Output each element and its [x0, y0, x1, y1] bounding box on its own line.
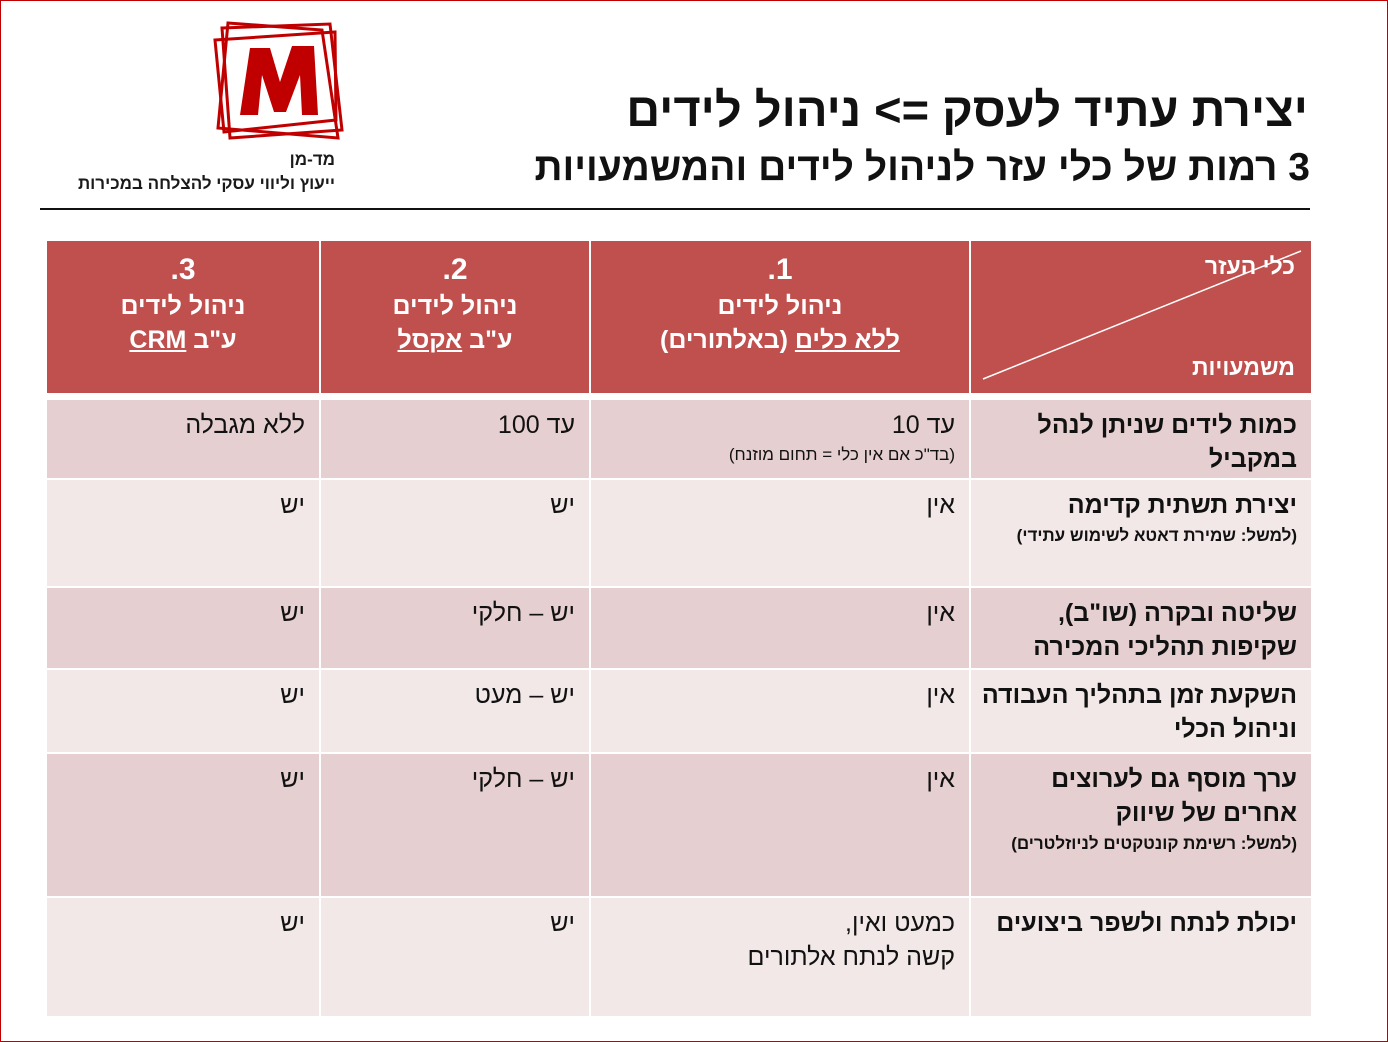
- column-subtitle: ע"ב אקסל: [397, 326, 513, 354]
- logo: [210, 20, 350, 145]
- cell-value: יש: [280, 599, 305, 627]
- brand-name: מד-מן: [289, 150, 335, 169]
- column-header-2: [320, 240, 590, 394]
- title-divider: [40, 208, 1310, 210]
- logo-m-icon: [210, 20, 350, 145]
- column-title: ניהול לידים: [717, 292, 843, 320]
- table-row: [46, 897, 1312, 1017]
- column-number: 1.: [767, 253, 793, 286]
- cell-value: יש – מעט: [474, 681, 575, 709]
- cell-value-line2: קשה לנתח אלתורים: [747, 943, 955, 971]
- cell-value: יש – חלקי: [471, 765, 575, 793]
- page-subtitle: 3 רמות של כלי עזר לניהול לידים והמשמעויות: [534, 146, 1310, 189]
- table-row: [46, 669, 1312, 753]
- corner-header: [970, 240, 1312, 394]
- page-title: יצירת עתיד לעסק => ניהול לידים: [626, 83, 1308, 136]
- row-note: (למשל: רשימת קונטקטים לניוזלטרים): [1011, 834, 1297, 853]
- cell-value: ללא מגבלה: [185, 411, 305, 439]
- column-subtitle: ע"ב CRM: [129, 326, 237, 354]
- cell-value: אין: [926, 681, 955, 709]
- cell-value: יש: [280, 765, 305, 793]
- row-title: ערך מוסף גם לערוצים אחרים של שיווק: [1051, 765, 1297, 827]
- column-title: ניהול לידים: [120, 292, 246, 320]
- cell-value: יש: [550, 909, 575, 937]
- brand-tagline: ייעוץ וליווי עסקי להצלחה במכירות: [77, 174, 335, 193]
- column-header-1: [590, 240, 970, 394]
- cell-note: (בד"כ אם אין כלי = תחום מוזנח): [728, 445, 955, 464]
- cell-value: אין: [926, 599, 955, 627]
- column-number: 3.: [170, 253, 196, 286]
- cell-value: עד 10: [891, 411, 955, 439]
- cell-value: יש: [550, 491, 575, 519]
- cell-value: יש: [280, 491, 305, 519]
- row-title: יכולת לנתח ולשפר ביצועים: [996, 909, 1297, 937]
- cell-value: כמעט ואין,: [845, 909, 955, 937]
- cell-value: יש – חלקי: [471, 599, 575, 627]
- cell-value: אין: [926, 765, 955, 793]
- corner-top-label: כלי העזר: [1204, 253, 1295, 279]
- cell-value: יש: [280, 909, 305, 937]
- table-row: [46, 587, 1312, 669]
- table-row: [46, 479, 1312, 587]
- row-title: השקעת זמן בתהליך העבודה וניהול הכלי: [981, 681, 1297, 743]
- cell-value: יש: [280, 681, 305, 709]
- row-title: כמות לידים שניתן לנהל במקביל: [1037, 411, 1297, 473]
- row-note: (למשל: שמירת דאטא לשימוש עתידי): [1016, 526, 1297, 545]
- corner-bottom-label: משמעויות: [1191, 354, 1295, 380]
- column-number: 2.: [442, 253, 468, 286]
- comparison-table: [45, 239, 1313, 1018]
- cell-value: עד 100: [497, 411, 575, 439]
- cell-value: אין: [926, 491, 955, 519]
- table-row: [46, 399, 1312, 479]
- column-title: ניהול לידים: [392, 292, 518, 320]
- column-subtitle: ללא כלים (באלתורים): [660, 326, 900, 354]
- table-row: [46, 753, 1312, 897]
- column-header-3: [46, 240, 320, 394]
- row-title: שליטה ובקרה (שו"ב), שקיפות תהליכי המכירה: [1033, 599, 1297, 661]
- row-title: יצירת תשתית קדימה: [1067, 491, 1297, 519]
